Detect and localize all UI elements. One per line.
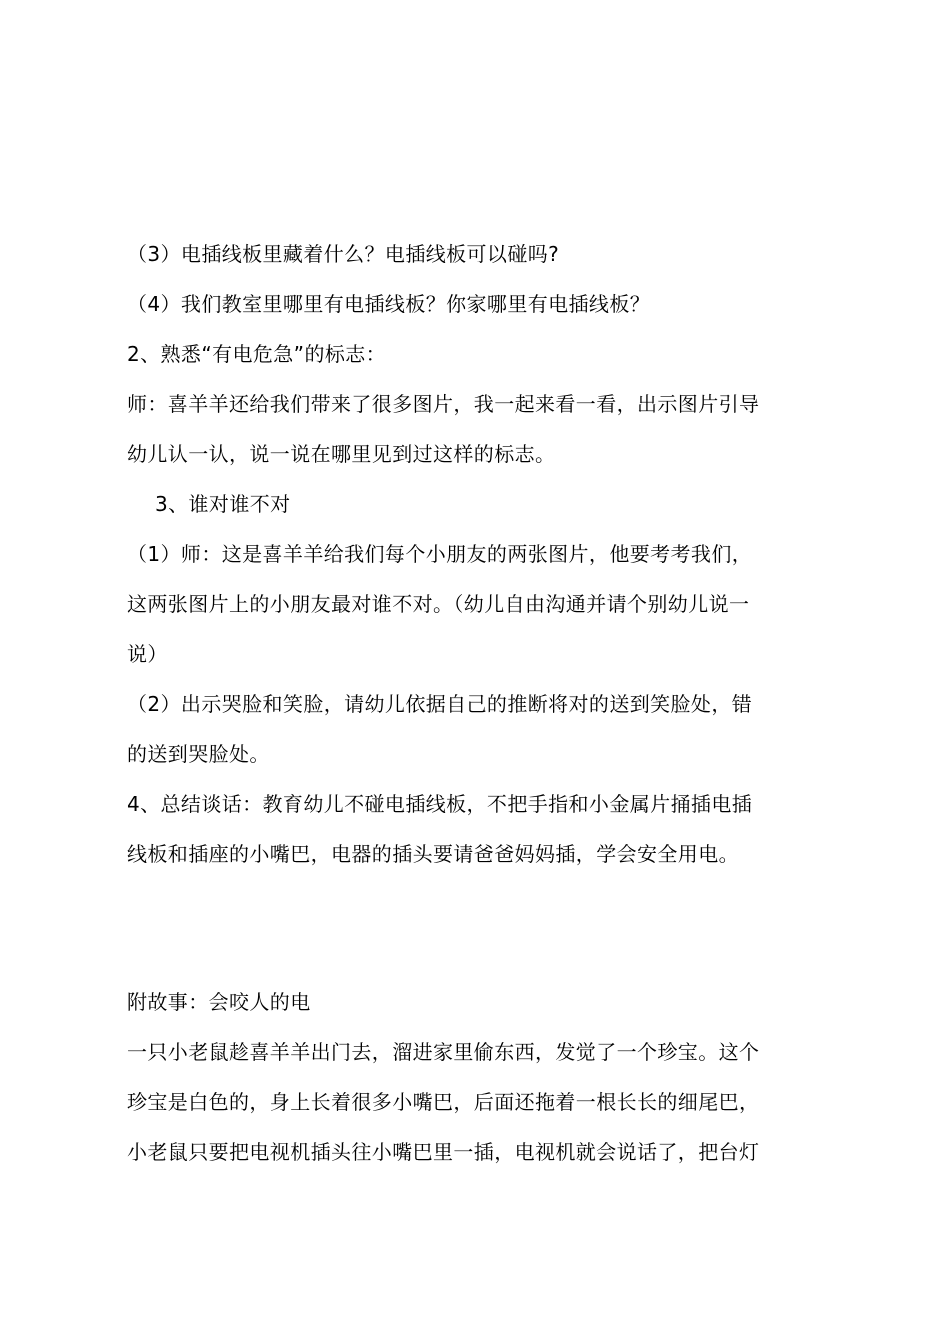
text-line: （1）师：这是喜羊羊给我们每个小朋友的两张图片，他要考考我们， (127, 542, 753, 566)
appendix-title: 附故事：会咬人的电 (127, 990, 311, 1014)
section-heading-2: 2、熟悉“有电危急”的标志： (127, 342, 387, 366)
text-line: 线板和插座的小嘴巴，电器的插头要请爸爸妈妈插，学会安全用电。 (127, 842, 739, 866)
text-line: 师：喜羊羊还给我们带来了很多图片，我一起来看一看，出示图片引导 (127, 392, 760, 416)
story-line: 小老鼠只要把电视机插头往小嘴巴里一插，电视机就会说话了，把台灯 (127, 1140, 760, 1164)
text-line: （2）出示哭脸和笑脸，请幼儿依据自己的推断将对的送到笑脸处，错 (127, 692, 753, 716)
story-line: 一只小老鼠趁喜羊羊出门去，溜进家里偷东西，发觉了一个珍宝。这个 (127, 1040, 760, 1064)
story-line: 珍宝是白色的，身上长着很多小嘴巴，后面还拖着一根长长的细尾巴， (127, 1090, 760, 1114)
text-line: 的送到哭脸处。 (127, 742, 270, 766)
text-line: 这两张图片上的小朋友最对谁不对。（幼儿自由沟通并请个别幼儿说一 (127, 592, 750, 616)
section-heading-4: 4、总结谈话：教育幼儿不碰电插线板，不把手指和小金属片捅插电插 (127, 792, 753, 816)
text-line: 幼儿认一认，说一说在哪里见到过这样的标志。 (127, 442, 556, 466)
text-line: 说） (127, 642, 168, 666)
section-heading-3: 3、谁对谁不对 (155, 492, 291, 516)
text-line-q4: （4）我们教室里哪里有电插线板？你家哪里有电插线板？ (127, 292, 651, 316)
text-line-q3: （3）电插线板里藏着什么？电插线板可以碰吗? (127, 242, 560, 266)
